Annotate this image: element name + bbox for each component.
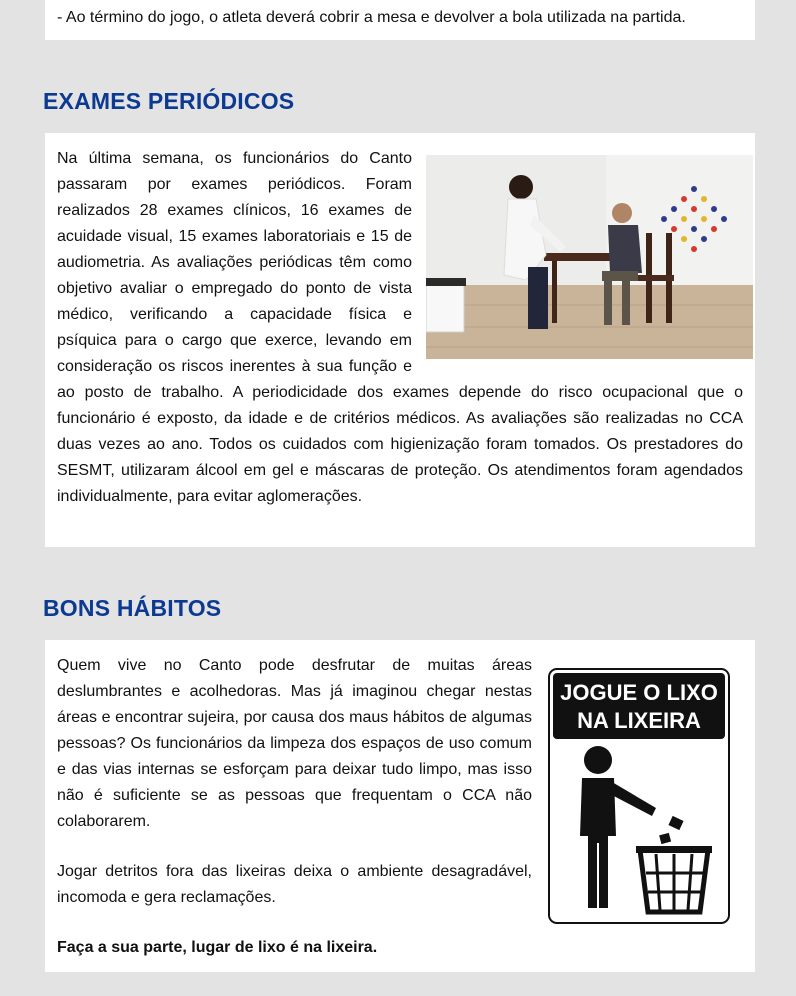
section-title-exames: EXAMES PERIÓDICOS — [43, 88, 295, 114]
exam-photo — [426, 155, 753, 359]
sign-line-1: JOGUE O LIXO — [560, 680, 718, 705]
habitos-card — [45, 640, 755, 972]
habitos-text-column — [57, 653, 532, 961]
section-title-habitos: BONS HÁBITOS — [43, 595, 222, 621]
habitos-paragraph-1: Quem vive no Canto pode desfrutar de muitas áreas deslumbrantes e acolhedoras. Mas já imaginou chegar nestas áreas e encontrar sujeira, por causa dos maus hábitos de algumas pessoas? Os funcionários da limpeza dos espaços de uso comum e das vias internas se esforçam para deixar tudo limpo, mas isso não é suficiente se as pessoas que frequentam o CCA não colaborarem. — [57, 657, 532, 830]
previous-section-card — [45, 0, 755, 40]
sign-line-2: NA LIXEIRA — [577, 708, 701, 733]
exames-paragraph: Na última semana, os funcionários do Canto passaram por exames periódicos. Foram realizados 28 exames clínicos, 16 exames de acuidade visual, 15 exames laboratoriais e 15 de audiometria. As avaliações periódicas têm como objetivo avaliar o empregado do ponto de vista médico, verificando a capacidade física e psíquica para o cargo que exerce, levando em consideração os riscos inerentes à sua função e ao posto de trabalho. A periodicidade dos exames depende do risco ocupacional que o funcionário é exposto, da idade e de critérios médicos. As avaliações são realizadas no CCA duas vezes ao ano. Todos os cuidados com higienização foram tomados. Os prestadores do SESMT, utilizaram álcool em gel e máscaras de proteção. Os atendimentos foram agendados individualmente, para evitar aglomerações. — [57, 150, 743, 505]
exames-card — [45, 133, 755, 547]
habitos-callout: Faça a sua parte, lugar de lixo é na lixeira. — [57, 939, 378, 956]
trash-sign — [548, 668, 730, 924]
previous-section-text: - Ao término do jogo, o atleta deverá cobrir a mesa e devolver a bola utilizada na partida. — [57, 9, 686, 26]
habitos-paragraph-2: Jogar detritos fora das lixeiras deixa o ambiente desagradável, incomoda e gera reclamações. — [57, 863, 532, 906]
